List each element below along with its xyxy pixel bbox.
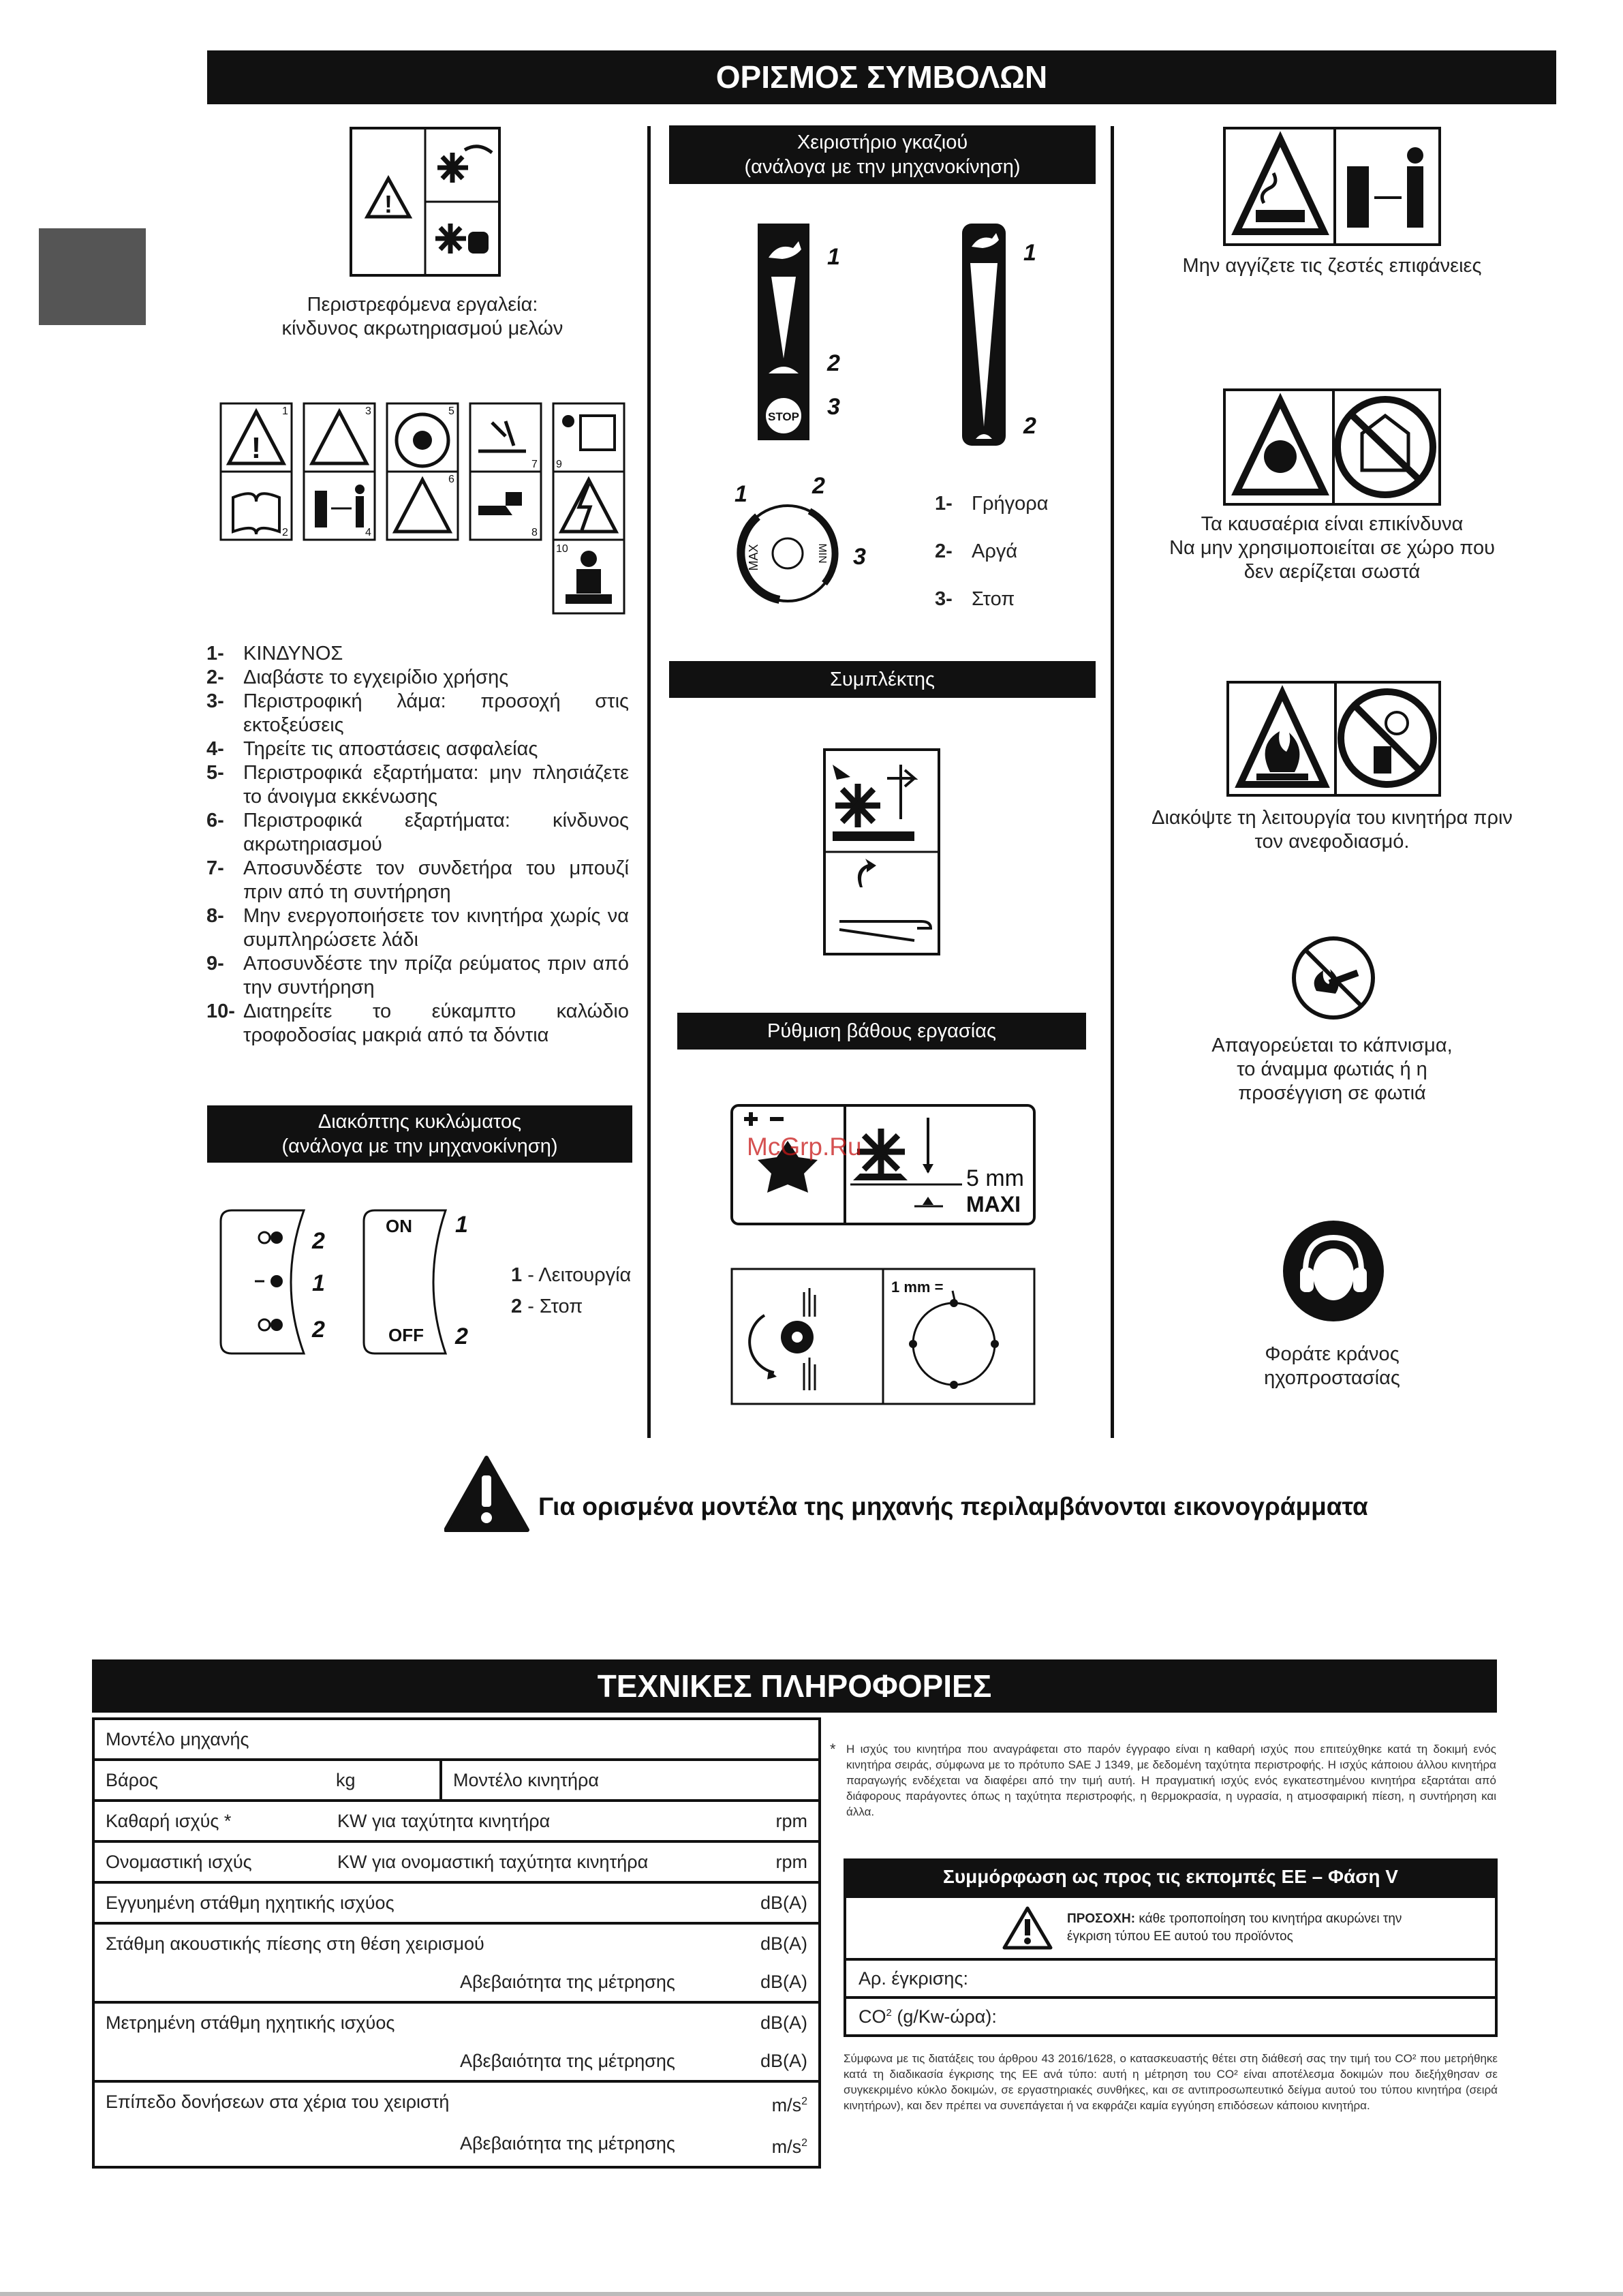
grid-num-3: 3 <box>365 405 371 417</box>
svg-text:1: 1 <box>735 481 747 507</box>
svg-text:1: 1 <box>1023 240 1036 266</box>
warning-icon <box>444 1455 529 1533</box>
dot-num-2-bottom: 2 <box>312 1317 325 1343</box>
list-item: 3- Περιστροφική λάμα: προσοχή στις εκτοξεύσεις <box>206 690 629 736</box>
no-smoking-caption: Απαγορεύεται το κάπνισμα, το άναμμα φωτιάς ή η προσέγγιση σε φωτιά <box>1211 1035 1453 1104</box>
exhaust-caption: Τα καυσαέρια είναι επικίνδυνα Να μην χρησιμοποιείται σε χώρο που δεν αερίζεται σωστά <box>1169 513 1495 583</box>
models-note: Για ορισμένα μοντέλα της μηχανής περιλαμβάνονται εικονογράμματα <box>538 1493 1368 1520</box>
spec-row: Καθαρή ισχύς * KW για ταχύτητα κινητήρα rpm <box>93 1801 820 1841</box>
no-smoking-icon <box>1289 934 1378 1022</box>
clutch-pictogram <box>823 748 940 955</box>
emissions-note: Σύμφωνα με τις διατάξεις του άρθρου 43 2016/1628, ο κατασκευαστής θέτει στη διάθεσή σας την τιμή του CO² που μετρήθηκε κατά τη διαδικασία έγκρισης της ΕΕ ανά τύπο: αυτή η μέτρηση του CO² είναι αποτέλεσμα δοκιμών που διεξήχθησαν σε συγκεκριμένο κύκλο δοκιμών, σε εργαστηριακές συνθήκες, και σε αντιπροσωπευτικό δείγμα αυτού του τύπου κινητήρα (σειρά κινητήρων), και δεν πρέπει να συνεπάγεται ή να εκφράζει καμία εγγύηση επιδόσεων κάποιου κινητήρα. <box>844 2052 1498 2112</box>
stop-label: STOP <box>768 410 799 423</box>
spec-cell: kg <box>325 1760 441 1801</box>
dial-max-label: MAX <box>747 544 760 571</box>
spec-row: Μετρημένη στάθμη ηχητικής ισχύος dB(A) Αβεβαιότητα της μέτρησης dB(A) <box>93 2002 820 2081</box>
onoff-num-2: 2 <box>455 1323 468 1349</box>
spec-row: Ονομαστική ισχύς KW για ονομαστική ταχύτητα κινητήρα rpm <box>93 1841 820 1882</box>
grid-num-6: 6 <box>448 474 454 485</box>
co2-field: $CO^2$ (g/Kw-ώρα): <box>845 1997 1496 2036</box>
spec-cell: Μοντέλο κινητήρα <box>441 1760 820 1801</box>
list-item: 7- Αποσυνδέστε τον συνδετήρα του μπουζί πριν από τη συντήρηση <box>206 857 629 903</box>
depth-pictogram-top <box>730 1104 1036 1225</box>
depth-title: Ρύθμιση βάθους εργασίας <box>677 1013 1086 1050</box>
dot-num-2-top: 2 <box>312 1228 325 1254</box>
list-item: 4- Τηρείτε τις αποστάσεις ασφαλείας <box>206 738 538 760</box>
grid-num-5: 5 <box>448 405 454 417</box>
switch-legend: 1 - Λειτουργία 2 - Στοπ <box>511 1264 632 1317</box>
rotating-caption-line-1: Περιστρεφόμενα εργαλεία: <box>307 294 538 316</box>
grid-num-10: 10 <box>556 543 568 555</box>
speed-legend: 1- Γρήγορα 2- Αργά 3- Στοπ <box>935 493 1049 610</box>
rotating-caption-line-2: κίνδυνος ακρωτηριασμού μελών <box>281 318 563 339</box>
list-item: 9- Αποσυνδέστε την πρίζα ρεύματος πριν από την συντήρηση <box>206 953 629 998</box>
svg-text:3: 3 <box>827 394 840 420</box>
svg-text:2: 2 <box>812 474 825 499</box>
hot-surface-caption: Μην αγγίζετε τις ζεστές επιφάνειες <box>1182 255 1482 277</box>
grid-num-2: 2 <box>282 527 288 538</box>
svg-text:1: 1 <box>827 244 840 270</box>
rotating-tools-caption <box>232 293 613 341</box>
dial-min-label: MIN <box>816 543 828 564</box>
list-item: 5- Περιστροφικά εξαρτήματα: μην πλησιάζετε το άνοιγμα εκκένωσης <box>206 762 629 808</box>
refuel-caption: Διακόψτε τη λειτουργία του κινητήρα πριν τον ανεφοδιασμό. <box>1151 807 1513 853</box>
list-item: 10- Διατηρείτε το εύκαμπτο καλώδιο τροφοδοσίας μακριά από τα δόντια <box>206 1000 629 1046</box>
footnote: * Η ισχύς του κινητήρα που αναγράφεται στο παρόν έγγραφο είναι η καθαρή ισχύς που επιτεύχθηκε κατά τη δοκιμή ενός κινητήρα σειράς, σύμφωνα με το πρότυπο SAE J 1349, με δεδομένη ταχύτητα περιστροφής. Η ισχύς κάποιου άλλου κινητήρα παραγωγής ενδέχεται να διαφέρει από την τιμή αυτή. Η πραγματική ισχύς ενός εγκατεστημένου κινητήρα εξαρτάται από διάφορους παράγοντες όπως η ταχύτητα περιστροφής, η θερμοκρασία, η υγρασία, η ατμοσφαιρική πίεση, η συντήρηση και άλλα. <box>830 1741 1496 1818</box>
switch-pictogram-dots <box>217 1208 333 1358</box>
spec-cell: Μοντέλο μηχανής <box>93 1719 820 1760</box>
hearing-protection-icon <box>1282 1220 1385 1322</box>
page-bottom-rule <box>0 2292 1623 2296</box>
rotating-tools-pictogram <box>350 127 501 277</box>
approval-field: Αρ. έγκρισης: <box>845 1959 1496 1997</box>
throttle-lever-1 <box>756 222 845 440</box>
throttle-lever-2 <box>961 222 1049 447</box>
emissions-title: Συμμόρφωση ως προς τις εκπομπές ΕΕ – Φάση V <box>844 1858 1498 1895</box>
side-tab <box>39 228 146 325</box>
watermark: McGrp.Ru <box>747 1133 862 1161</box>
svg-text:!: ! <box>251 431 262 465</box>
spec-table <box>92 1717 821 2169</box>
throttle-dial <box>729 474 879 608</box>
grid-num-1: 1 <box>282 405 288 417</box>
tech-title: ΤΕΧΝΙΚΕΣ ΠΛΗΡΟΦΟΡΙΕΣ <box>92 1659 1497 1713</box>
svg-text:3: 3 <box>853 544 866 570</box>
safety-pictogram-grid <box>219 402 628 620</box>
throttle-title: Χειριστήριο γκαζιού (ανάλογα με την μηχανοκίνηση) <box>669 125 1096 184</box>
grid-num-8: 8 <box>531 527 538 538</box>
switch-off-label: OFF <box>388 1325 424 1345</box>
emissions-warning: ΠΡΟΣΟΧΗ: κάθε τροποποίηση του κινητήρα ακυρώνει την έγκριση τύπου ΕΕ αυτού του προϊόντος <box>845 1897 1496 1959</box>
grid-num-4: 4 <box>365 527 371 538</box>
spec-row: Εγγυημένη στάθμη ηχητικής ισχύος dB(A) <box>93 1882 820 1923</box>
spec-row: Επίπεδο δονήσεων στα χέρια του χειριστή $m/s^2$ Αβεβαιότητα της μέτρησης $m/s^2$ <box>93 2081 820 2167</box>
switch-title: Διακόπτης κυκλώματος (ανάλογα με την μηχανοκίνηση) <box>207 1105 632 1163</box>
hot-surface-pictogram <box>1223 127 1441 246</box>
column-divider-left <box>647 126 651 1438</box>
list-item: 2- Διαβάστε το εγχειρίδιο χρήσης <box>206 667 509 688</box>
grid-num-7: 7 <box>531 459 538 470</box>
list-item: 1- ΚΙΝΔΥΝΟΣ <box>206 643 343 664</box>
dot-num-1: 1 <box>312 1270 325 1296</box>
switch-on-label: ON <box>386 1216 412 1236</box>
hearing-protection-caption: Φοράτε κράνος ηχοπροστασίας <box>1264 1343 1400 1389</box>
exhaust-pictogram <box>1223 388 1441 506</box>
depth-value: 5 mm <box>966 1165 1024 1191</box>
column-divider-right <box>1111 126 1114 1438</box>
refuel-pictogram <box>1226 681 1441 797</box>
spec-cell: Βάρος <box>93 1760 325 1801</box>
safety-list <box>206 642 629 1047</box>
depth-max: MAXI <box>966 1192 1021 1216</box>
one-mm-label: 1 mm = <box>891 1279 944 1296</box>
depth-pictogram-bottom <box>730 1268 1036 1405</box>
list-item: 6- Περιστροφικά εξαρτήματα: κίνδυνος ακρωτηριασμού <box>206 810 629 855</box>
symbols-title: ΟΡΙΣΜΟΣ ΣΥΜΒΟΛΩΝ <box>207 50 1556 104</box>
onoff-num-1: 1 <box>455 1212 468 1238</box>
svg-text:2: 2 <box>827 350 840 376</box>
svg-text:!: ! <box>384 190 392 218</box>
emissions-box <box>844 1858 1498 2113</box>
svg-text:2: 2 <box>1023 413 1036 439</box>
switch-pictogram-onoff <box>360 1208 482 1358</box>
clutch-title: Συμπλέκτης <box>669 661 1096 698</box>
caution-icon <box>1002 1905 1053 1950</box>
spec-row: Στάθμη ακουστικής πίεσης στη θέση χειρισμού dB(A) Αβεβαιότητα της μέτρησης dB(A) <box>93 1923 820 2002</box>
grid-num-9: 9 <box>556 459 562 470</box>
list-item: 8- Μην ενεργοποιήσετε τον κινητήρα χωρίς να συμπληρώσετε λάδι <box>206 905 629 951</box>
